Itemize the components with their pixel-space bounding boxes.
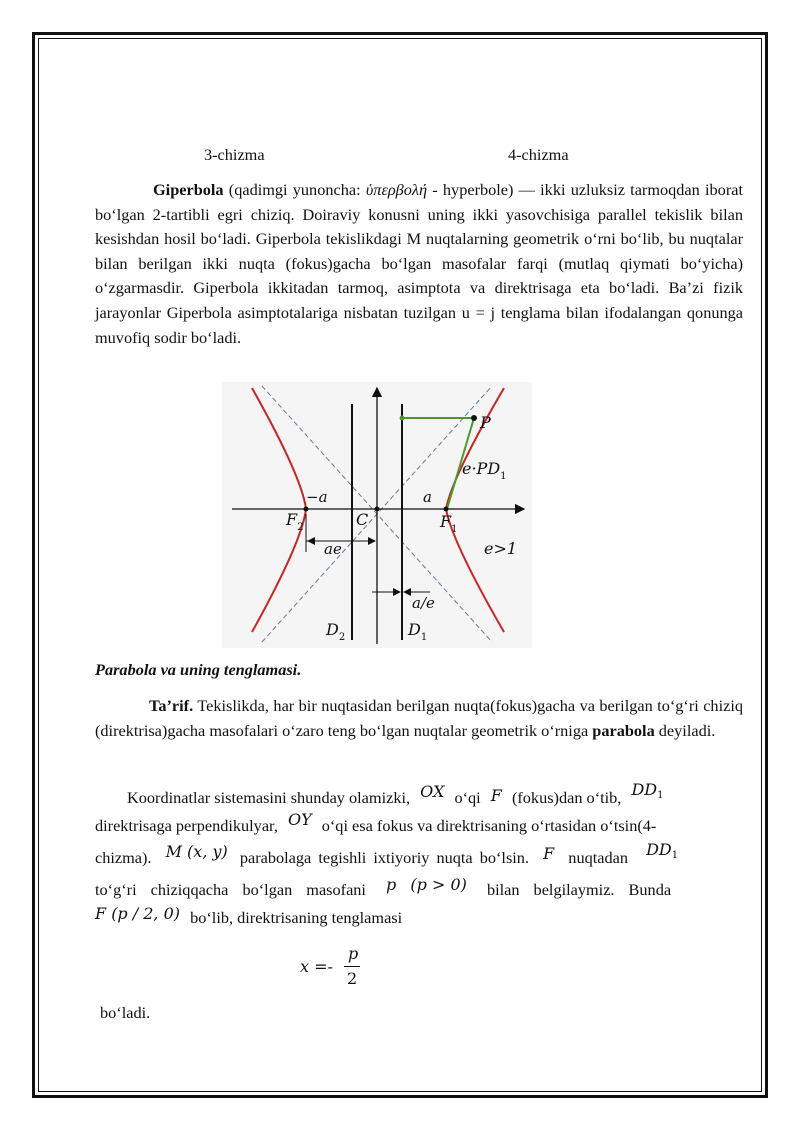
point-minus-a <box>304 507 309 512</box>
label-p: P <box>480 413 491 432</box>
label-ae: ae <box>324 540 342 558</box>
term-giperbola: Giperbola <box>153 180 224 199</box>
term-parabola: parabola <box>592 720 655 740</box>
caption-left: 3-chizma <box>204 145 265 164</box>
coords-line-2: direktrisaga perpendikulyar, OY o‘qi esa fokus va direktrisaning o‘rtasidan o‘tsin(4- <box>95 810 657 835</box>
label-c: C <box>356 510 369 529</box>
label-f2: $F_2$ <box>286 510 304 533</box>
greek-word: ὑπερβολή <box>365 180 428 199</box>
hyperbola-figure <box>222 382 532 648</box>
closing-text: bo‘ladi. <box>100 1003 151 1022</box>
label-e-pd1: $e\cdot PD_1$ <box>462 459 507 482</box>
caption-right: 4-chizma <box>508 145 569 164</box>
coords-line-4: to‘g‘ri chiziqqacha bo‘lgan masofani p (p > 0) bilan belgilaymiz. Bunda <box>95 875 672 899</box>
label-d1: $D_1$ <box>408 620 428 643</box>
coords-line-3: chizma). M (x, y) parabolaga tegishli ixtiyoriy nuqta bo‘lsin. F nuqtadan DD1 <box>95 840 679 867</box>
label-d2: $D_2$ <box>326 620 346 643</box>
label-minus-a: −a <box>306 488 328 506</box>
coords-line-1: Koordinatlar sistemasini shunday olamizki, OX o‘qi F (fokus)dan o‘tib, DD1 <box>127 780 664 807</box>
label-f1: $F_1$ <box>440 512 458 535</box>
directrix-equation: x =- p 2 <box>300 944 359 988</box>
section-heading: Parabola va uning tenglamasi. <box>95 660 302 679</box>
definition-paragraph: Ta’rif. Tekislikda, har bir nuqtasidan berilgan nuqta(fokus)gacha va berilgan to‘g‘ri chiziq (direktrisa)gacha masofalari o‘zaro teng bo‘lgan nuqtalar geometrik o‘rniga parabola deyiladi. <box>95 696 743 740</box>
point-a <box>444 507 449 512</box>
definition-term: Ta’rif. <box>149 696 194 715</box>
label-a: a <box>423 488 432 506</box>
point-p <box>471 415 477 421</box>
point-c <box>375 507 380 512</box>
hyperbola-paragraph: Giperbola (qadimgi yunoncha: ὑπερβολή - hyperbole) — ikki uzluksiz tarmoqdan iborat bo‘lgan 2-tartibli egri chiziq. Doiraviy konusni uning ikki yasovchisiga parallel tekislik bilan kesishdan hosil bo‘ladi. Giperbola tekislikdagi M nuqtalarning geometrik o‘rni bo‘lib, bu nuqtalar bilan berilgan ikki nuqta (fokus)gacha bo‘lgan masofalar farqi (mutlaq qiymati bo‘yicha) o‘zgarmasdir. Giperbola ikkitadan tarmoq, asimptota va direktrisaga eta bo‘ladi. Ba’zi fizik jarayonlar Giperbola asimptotalariga nisbatan tuzilgan u = j tenglama bilan ifodalangan qonunga muvofiq sodir bo‘ladi. <box>95 180 743 347</box>
label-a-over-e: a/e <box>412 594 435 612</box>
coords-line-5: F (p / 2, 0) bo‘lib, direktrisaning tenglamasi <box>95 904 403 927</box>
label-e-gt-1: e>1 <box>484 539 518 558</box>
point-d <box>400 416 405 421</box>
